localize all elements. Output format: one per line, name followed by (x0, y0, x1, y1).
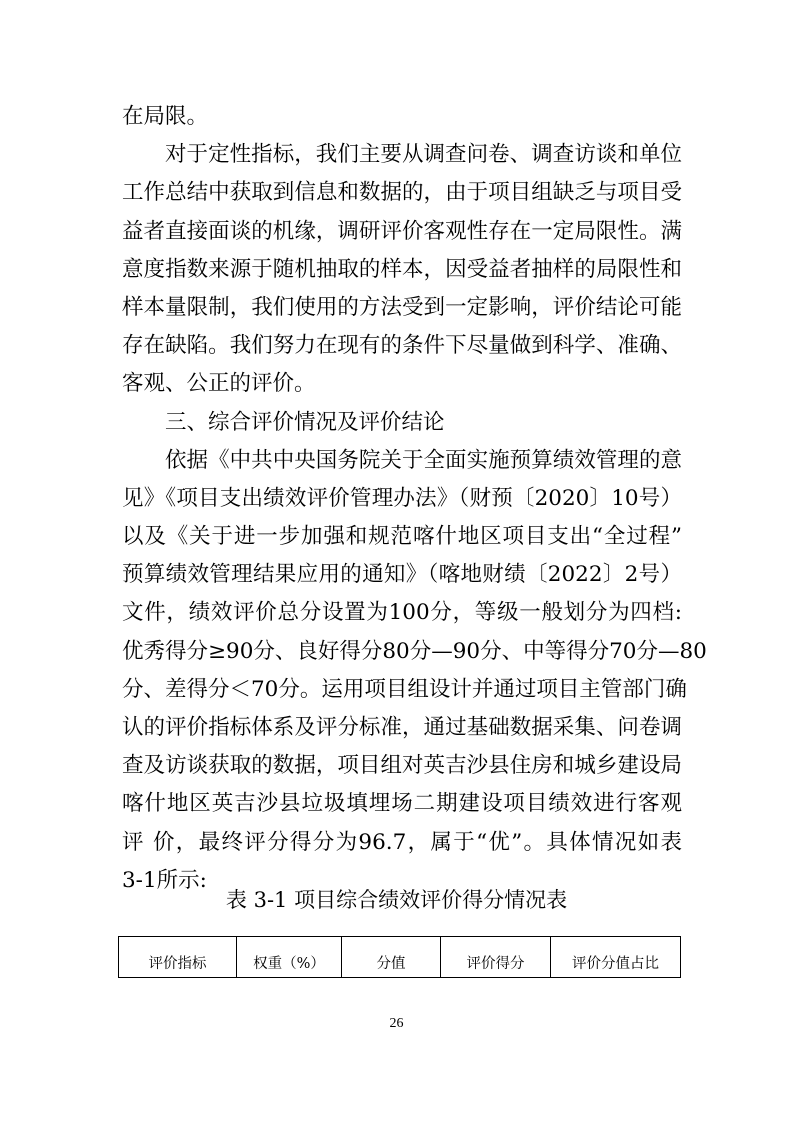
table-caption: 表 3-1 项目综合绩效评价得分情况表 (225, 888, 568, 912)
paragraph-line: 对于定性指标，我们主要从调查问卷、调查访谈和单位 (165, 142, 682, 168)
paragraph-line: 评 价，最终评分得分为96.7，属于“优”。具体情况如表 (122, 829, 682, 855)
table-header-cell: 权重（%） (237, 937, 342, 978)
table-header-cell: 分值 (342, 937, 441, 978)
paragraph-line: 客观、公正的评价。 (122, 371, 316, 397)
paragraph-line: 在局限。 (122, 104, 209, 129)
paragraph-line: 意度指数来源于随机抽取的样本，因受益者抽样的局限性和 (122, 256, 682, 282)
table-header-row (119, 937, 681, 978)
score-table (118, 936, 681, 978)
paragraph-line: 以及《关于进一步加强和规范喀什地区项目支出“全过程” (122, 524, 682, 550)
paragraph-line: 依据《中共中央国务院关于全面实施预算绩效管理的意 (165, 447, 682, 473)
paragraph-line: 预算绩效管理结果应用的通知》（喀地财绩〔2022〕2号） (122, 562, 682, 588)
paragraph-line: 文件，绩效评价总分设置为100分，等级一般划分为四档: (122, 600, 682, 626)
document-body (122, 98, 707, 900)
paragraph-line: 益者直接面谈的机缘，调研评价客观性存在一定局限性。满 (122, 218, 682, 244)
paragraph-line: 喀什地区英吉沙县垃圾填埋场二期建设项目绩效进行客观 (122, 791, 682, 817)
page-number: 26 (389, 1016, 404, 1031)
paragraph-line: 样本量限制，我们使用的方法受到一定影响，评价结论可能 (122, 294, 682, 320)
section-heading: 三、综合评价情况及评价结论 (165, 409, 445, 435)
table-header-cell: 评价指标 (119, 937, 237, 978)
table-header-cell: 评价得分 (441, 937, 551, 978)
paragraph-line: 存在缺陷。我们努力在现有的条件下尽量做到科学、准确、 (122, 333, 682, 359)
paragraph-line: 分、差得分＜70分。运用项目组设计并通过项目主管部门确 (122, 676, 687, 702)
paragraph-line: 优秀得分≥90分、良好得分80分—90分、中等得分70分—80 (122, 638, 707, 664)
paragraph-line: 见》《项目支出绩效评价管理办法》（财预〔2020〕10号） (122, 485, 682, 511)
paragraph-line: 3-1所示: (122, 867, 207, 893)
table-header-cell: 评价分值占比 (551, 937, 681, 978)
paragraph-line: 工作总结中获取到信息和数据的，由于项目组缺乏与项目受 (122, 180, 682, 206)
paragraph-line: 查及访谈获取的数据，项目组对英吉沙县住房和城乡建设局 (122, 753, 682, 779)
paragraph-line: 认的评价指标体系及评分标准，通过基础数据采集、问卷调 (122, 715, 682, 740)
